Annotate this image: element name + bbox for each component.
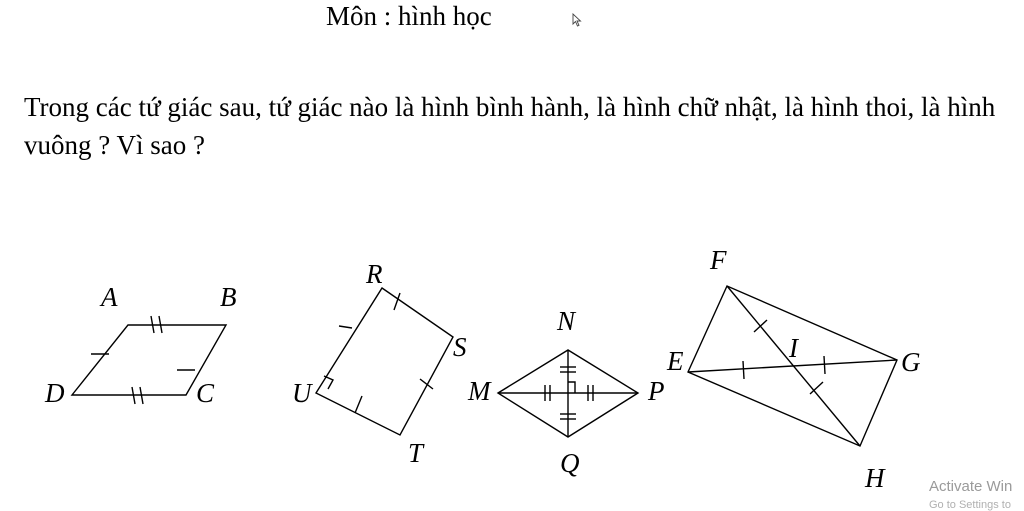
label-f: F (710, 245, 727, 275)
label-i: I (789, 333, 798, 363)
label-s: S (453, 332, 467, 362)
label-e: E (667, 346, 684, 376)
tick-rs (394, 293, 400, 310)
label-n: N (557, 306, 576, 336)
activation-watermark-sub: Go to Settings to (929, 499, 1011, 511)
figure-efgh (666, 245, 921, 493)
tick-st (420, 379, 433, 389)
tick-ut (355, 396, 362, 413)
tick-ei (743, 361, 744, 379)
label-c: C (196, 378, 215, 408)
question-text: Trong các tứ giác sau, tứ giác nào là hình bình hành, là hình chữ nhật, là hình thoi, là hình vuông ? Vì sao ? (24, 92, 996, 160)
figure-mnpq (467, 306, 665, 478)
label-b: B (220, 282, 237, 312)
label-h: H (865, 463, 885, 493)
tick-ig (824, 356, 825, 374)
label-r: R (366, 259, 383, 289)
label-p: P (648, 376, 665, 406)
right-angle-center (568, 382, 575, 393)
label-q: Q (560, 448, 580, 478)
label-m: M (468, 376, 491, 406)
tick-ru (339, 326, 352, 328)
label-t: T (408, 438, 424, 468)
label-d: D (45, 378, 65, 408)
label-u: U (292, 378, 312, 408)
quad-rstu (316, 288, 453, 435)
figure-rstu (292, 259, 467, 468)
diag-fh (727, 286, 860, 446)
figure-abcd (44, 282, 237, 408)
subject-title: Môn : hình học (326, 1, 492, 31)
label-a: A (101, 282, 118, 312)
activation-watermark: Activate Win (929, 478, 1013, 495)
label-g: G (901, 347, 921, 377)
